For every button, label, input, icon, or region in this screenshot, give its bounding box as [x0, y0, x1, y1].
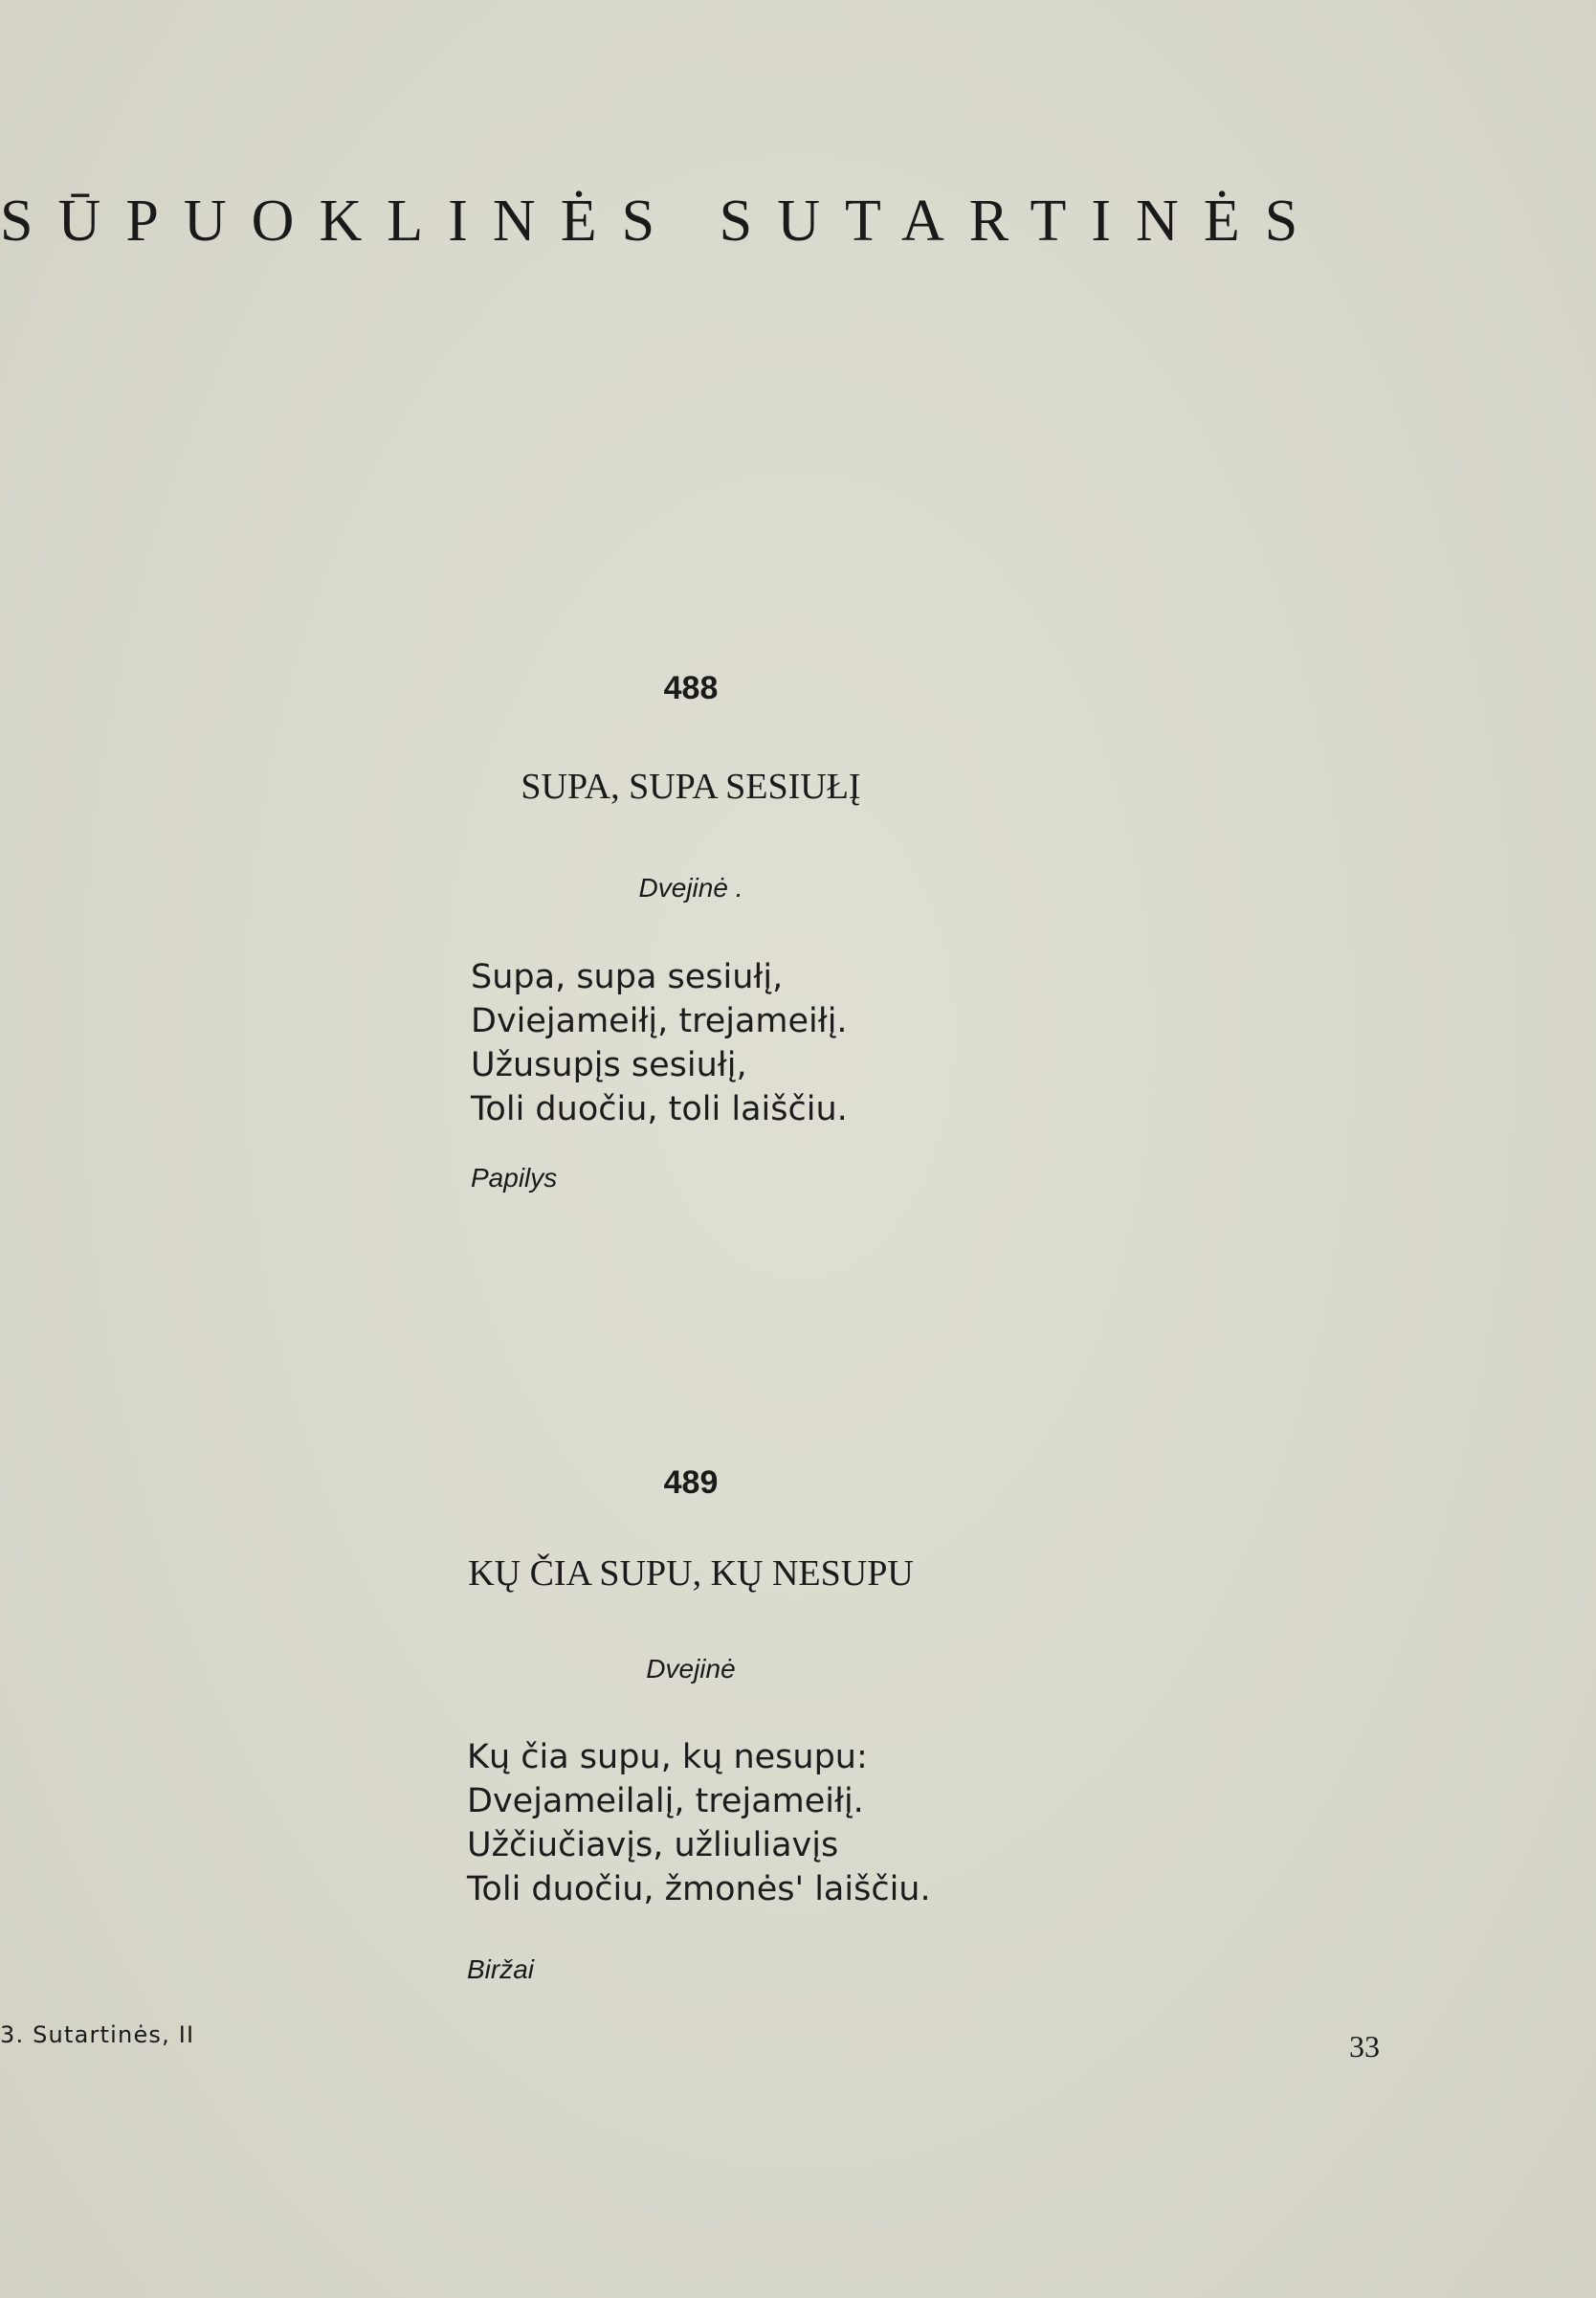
- song-verse: [467, 1735, 931, 1911]
- song-title: SUPA, SUPA SESIUŁĮ: [521, 767, 861, 807]
- song-verse: [471, 955, 848, 1131]
- verse-line: Toli duočiu, žmonės' laiščiu.: [467, 1870, 931, 1908]
- song-place: Biržai: [467, 1954, 535, 1984]
- song-place: Papilys: [471, 1163, 558, 1193]
- verse-line: Dviejameiłį, trejameiłį.: [471, 1002, 848, 1040]
- verse-line: Supa, supa sesiułį,: [471, 958, 784, 996]
- page-number: 33: [1349, 2029, 1380, 2064]
- section-title: SŪPUOKLINĖS SUTARTINĖS: [0, 189, 1323, 254]
- verse-line: Užčiučiavįs, užliuliavįs: [467, 1826, 839, 1864]
- song-type: Dvejinė .: [638, 873, 743, 903]
- verse-line: Toli duočiu, toli laiščiu.: [471, 1090, 848, 1128]
- song-title: KŲ ČIA SUPU, KŲ NESUPU: [468, 1553, 914, 1594]
- song-type: Dvejinė: [646, 1654, 736, 1684]
- song-number: 489: [663, 1464, 719, 1501]
- verse-line: Kų čia supu, kų nesupu:: [467, 1738, 868, 1776]
- verse-line: Dvejameilalį, trejameiłį.: [467, 1782, 864, 1820]
- verse-line: Užusupįs sesiułį,: [471, 1046, 747, 1084]
- footer-book-title: 3. Sutartinės, II: [0, 2021, 195, 2048]
- song-number: 488: [663, 670, 719, 706]
